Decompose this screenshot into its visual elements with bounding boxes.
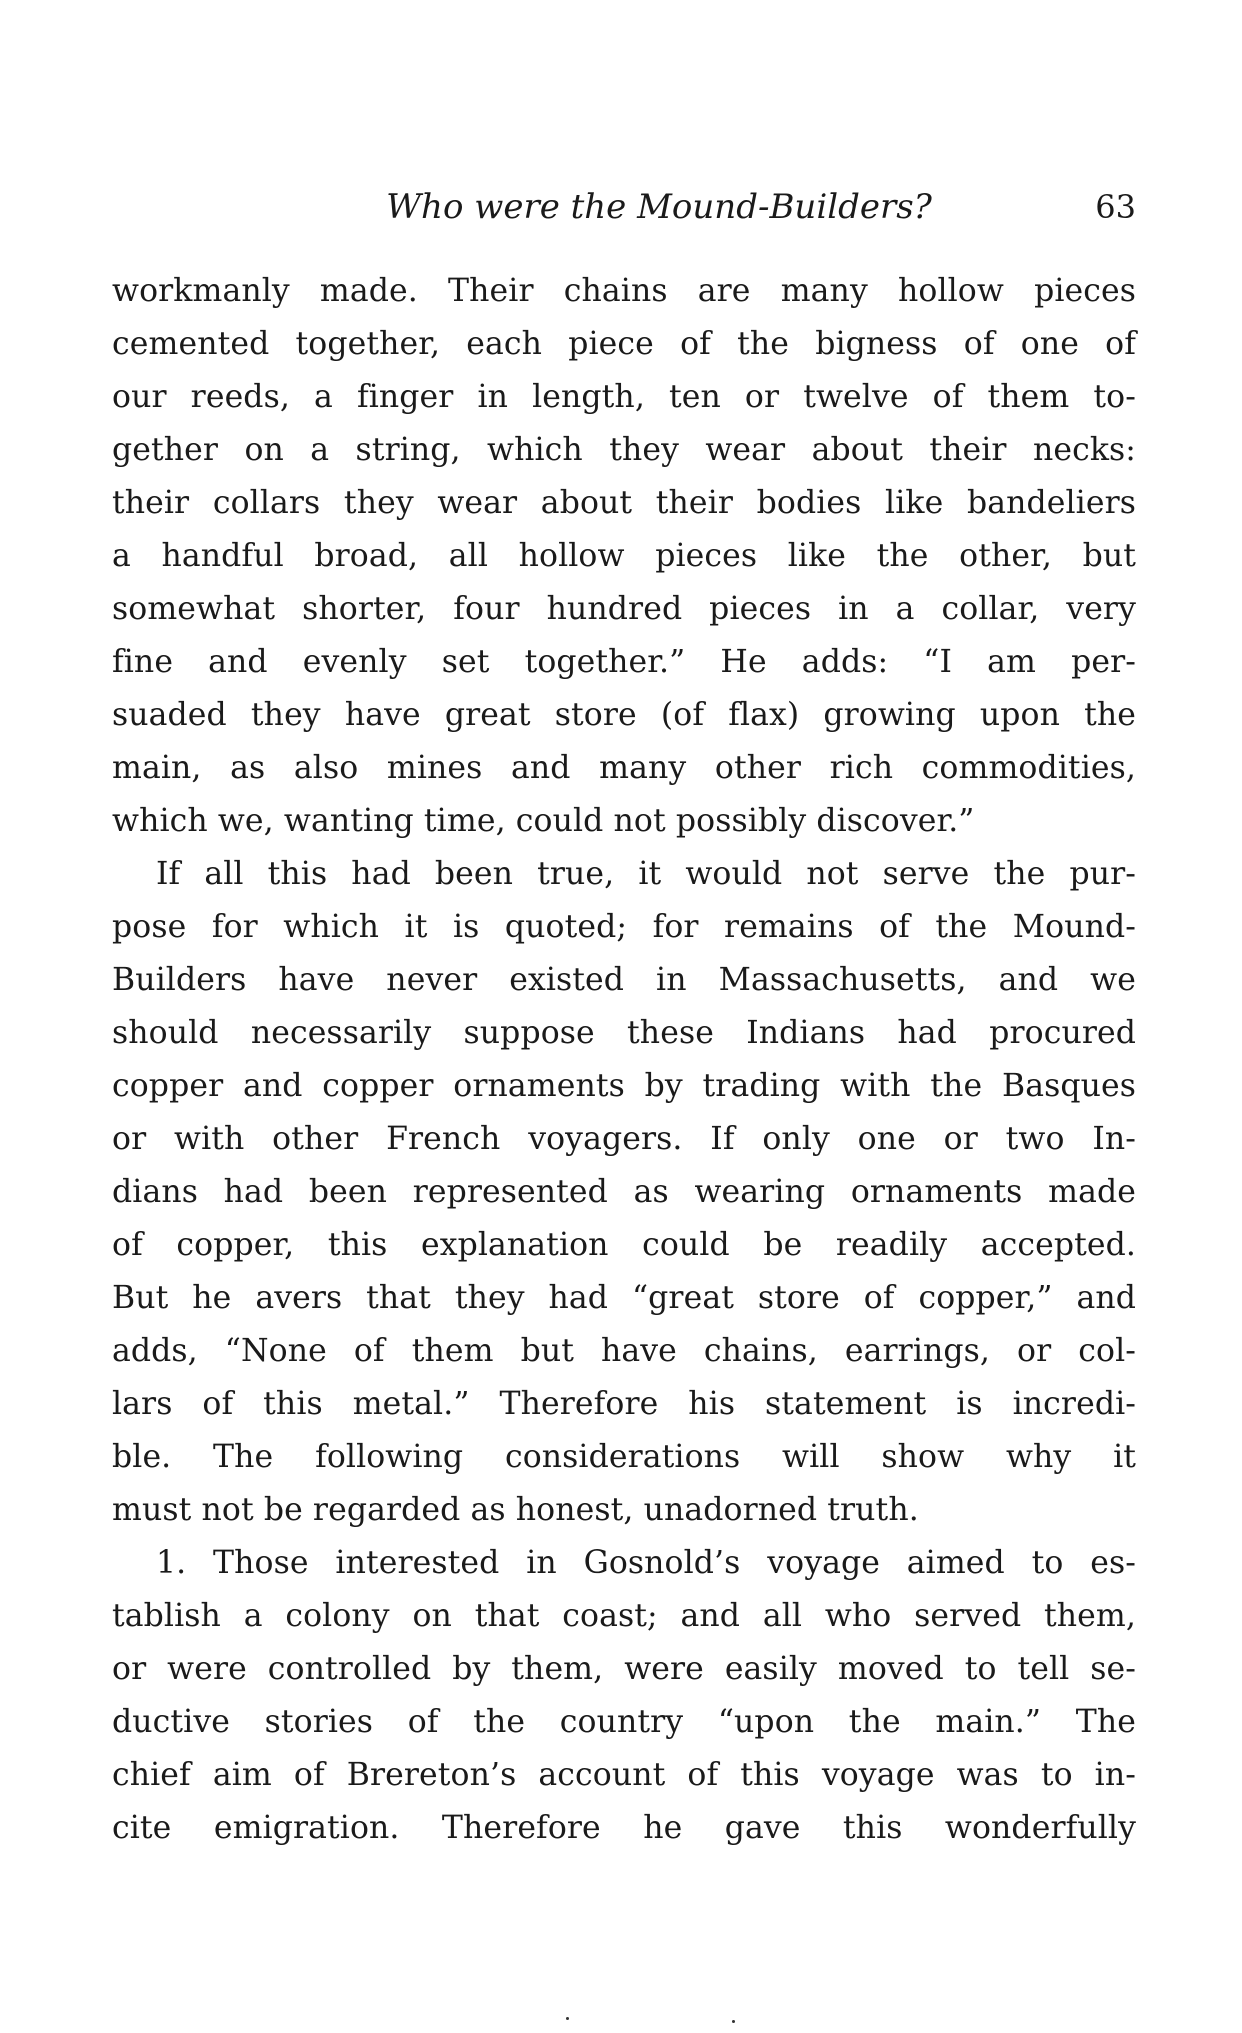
text-line: gether on a string, which they wear about their necks: xyxy=(112,432,1136,468)
text-line: main, as also mines and many other rich commodities, xyxy=(112,750,1136,786)
text-line: suaded they have great store (of flax) growing upon the xyxy=(112,697,1136,733)
text-line: or were controlled by them, were easily moved to tell se- xyxy=(112,1651,1136,1687)
text-line: chief aim of Brereton’s account of this voyage was to in- xyxy=(112,1757,1136,1793)
text-line: copper and copper ornaments by trading with the Basques xyxy=(112,1068,1136,1104)
running-title: Who were the Mound-Builders? xyxy=(386,187,932,227)
text-line: ble. The following considerations will show why it xyxy=(112,1439,1136,1475)
text-line: a handful broad, all hollow pieces like the other, but xyxy=(112,538,1136,574)
text-line: cite emigration. Therefore he gave this wonderfully xyxy=(112,1810,1136,1846)
text-line: tablish a colony on that coast; and all who served them, xyxy=(112,1598,1136,1634)
text-line: which we, wanting time, could not possibly discover.” xyxy=(112,803,975,839)
text-line: But he avers that they had “great store of copper,” and xyxy=(112,1280,1136,1316)
scan-specks xyxy=(560,2015,760,2025)
text-line: fine and evenly set together.” He adds: “I am per- xyxy=(112,644,1136,680)
text-line: dians had been represented as wearing ornaments made xyxy=(112,1174,1136,1210)
text-line: must not be regarded as honest, unadorned truth. xyxy=(112,1492,919,1528)
paragraph-start-line: 1. Those interested in Gosnold’s voyage aimed to es- xyxy=(156,1545,1136,1581)
text-line: Builders have never existed in Massachusetts, and we xyxy=(112,962,1136,998)
text-line: workmanly made. Their chains are many hollow pieces xyxy=(112,273,1136,309)
text-line: lars of this metal.” Therefore his statement is incredi- xyxy=(112,1386,1136,1422)
text-line: should necessarily suppose these Indians had procured xyxy=(112,1015,1136,1051)
page-number: 63 xyxy=(1095,188,1136,226)
scan-speck xyxy=(732,2020,735,2023)
body-text xyxy=(112,265,1136,1855)
text-line: pose for which it is quoted; for remains of the Mound- xyxy=(112,909,1136,945)
text-line: of copper, this explanation could be readily accepted. xyxy=(112,1227,1136,1263)
text-line: somewhat shorter, four hundred pieces in a collar, very xyxy=(112,591,1136,627)
text-line: ductive stories of the country “upon the main.” The xyxy=(112,1704,1136,1740)
scan-speck xyxy=(566,2017,569,2020)
text-line: our reeds, a finger in length, ten or twelve of them to- xyxy=(112,379,1136,415)
text-line: cemented together, each piece of the bigness of one of xyxy=(112,326,1136,362)
text-line: or with other French voyagers. If only one or two In- xyxy=(112,1121,1136,1157)
running-head xyxy=(112,185,1136,229)
paragraph-start-line: If all this had been true, it would not serve the pur- xyxy=(156,856,1136,892)
text-line: their collars they wear about their bodies like bandeliers xyxy=(112,485,1136,521)
text-line: adds, “None of them but have chains, earrings, or col- xyxy=(112,1333,1136,1369)
